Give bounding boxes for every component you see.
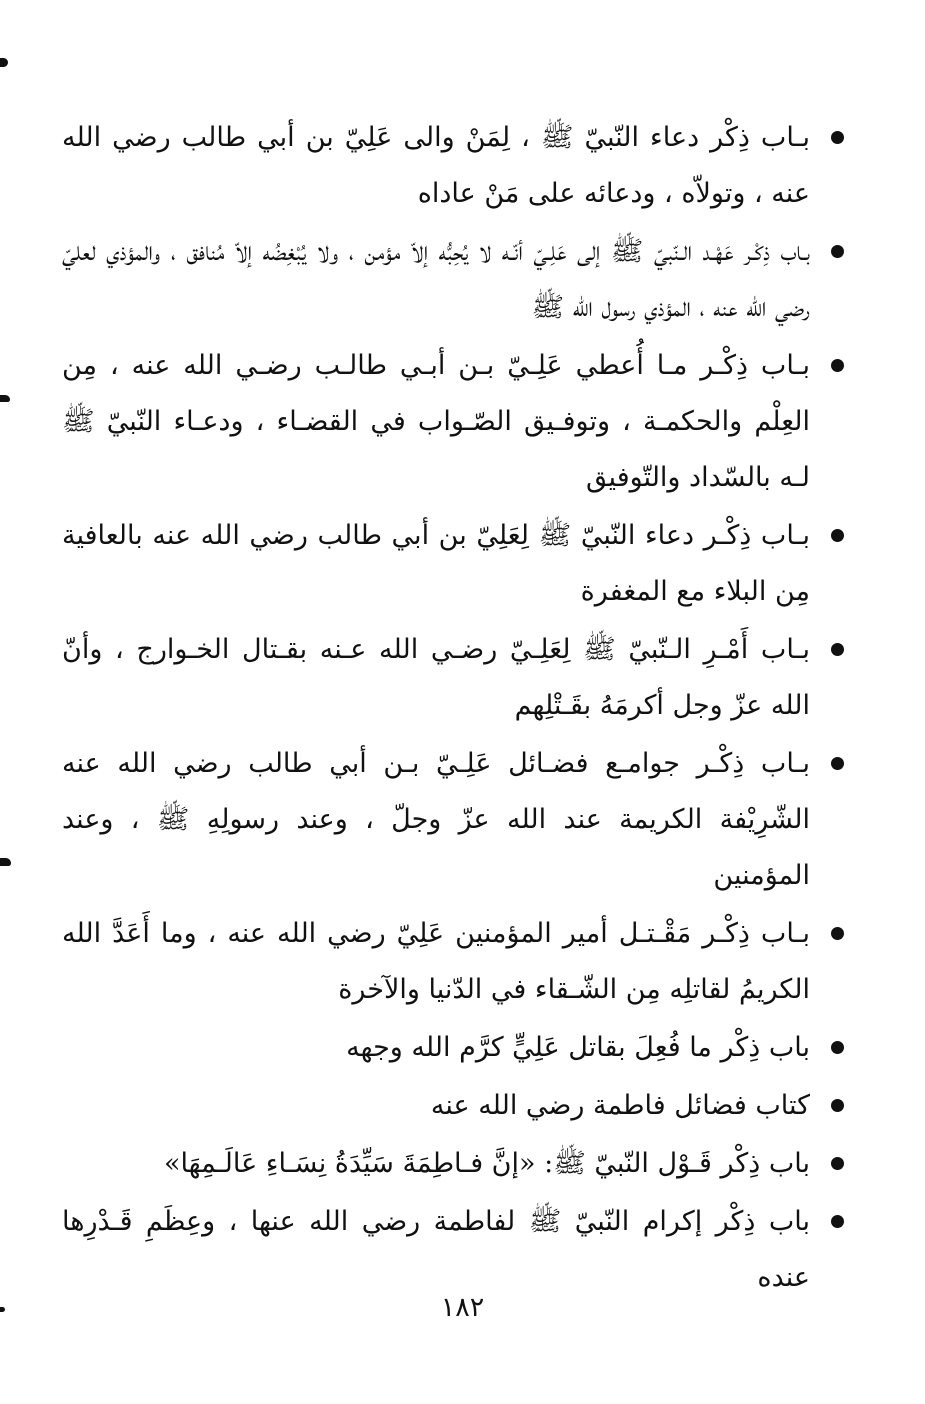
entry-text: باب ذِكْر إكرام النّبيّ ﷺ لفاطمة رضي الله عنها ، وعِظَمِ قَـدْرِها عنده: [62, 1206, 810, 1293]
entry-text: بـاب ذِكْـر عَهْـد الـنّبيّ ﷺ إلى عَلِـيّ أنّـه لا يُحِبُّه إلاّ مؤمن ، ولا يُبْغِضُه إلاّ مُنافق ، والمؤذي لعليّ رضي الله عنه ، المؤذي رسول الله ﷺ: [62, 236, 810, 323]
entry-text: بـاب ذِكْـر دعاء النّبيّ ﷺ لِعَلِيّ بن أبي طالب رضي الله عنه بالعافية مِن البلاء مع المغفرة: [62, 520, 810, 607]
table-of-contents-list: [62, 110, 862, 1308]
bullet-icon: [831, 1099, 844, 1112]
bullet-icon: [831, 131, 844, 144]
list-item: [62, 736, 862, 904]
bullet-icon: [831, 529, 844, 542]
scan-edge-mark: [0, 395, 10, 402]
list-item: [62, 338, 862, 506]
list-item: [62, 224, 862, 336]
bullet-icon: [831, 1041, 844, 1054]
list-item: [62, 1136, 862, 1192]
entry-text: بـاب ذِكْر دعاء النّبيّ ﷺ ، لِمَنْ والى عَلِيّ بن أبي طالب رضي الله عنه ، وتولاّه ، ودعائه على مَنْ عاداه: [62, 122, 810, 209]
entry-text: باب ذِكْر ما فُعِلَ بقاتل عَلِيٍّ كرَّم الله وجهه: [346, 1032, 810, 1063]
list-item: [62, 1194, 862, 1306]
entry-text: بـاب ذِكْـر جوامـع فضـائل عَلِـيّ بـن أبي طالب رضي الله عنه الشّرِيْفة الكريمة عند الله عزّ وجلّ ، وعند رسولِهِ ﷺ ، وعند المؤمنين: [62, 748, 810, 891]
bullet-icon: [831, 757, 844, 770]
bullet-icon: [831, 1215, 844, 1228]
entry-text: بـاب ذِكْـر مَقْـتـل أمير المؤمنين عَلِيّ رضي الله عنه ، وما أَعَدَّ الله الكريمُ لقاتلِه مِن الشّـقاء في الدّنيا والآخرة: [62, 918, 810, 1005]
bullet-icon: [831, 245, 844, 258]
list-item: [62, 906, 862, 1018]
entry-text: كتاب فضائل فاطمة رضي الله عنه: [430, 1090, 810, 1121]
scan-edge-mark: [0, 58, 8, 67]
list-item: [62, 1020, 862, 1076]
entry-text: بـاب ذِكْـر مـا أُعطي عَلِـيّ بـن أبـي طالـب رضـي الله عنه ، مِن العِلْم والحكمـة ، وتوفـيق الصّـواب في القضـاء ، ودعـاء النّبيّ ﷺ لـه بالسّداد والتّوفيق: [62, 350, 810, 493]
bullet-icon: [831, 1157, 844, 1170]
bullet-icon: [831, 359, 844, 372]
list-item: [62, 1078, 862, 1134]
list-item: [62, 508, 862, 620]
bullet-icon: [831, 927, 844, 940]
list-item: [62, 622, 862, 734]
entry-text: باب ذِكْر قَـوْل النّبيّ ﷺ: «إنَّ فـاطِمَةَ سَيِّدَةُ نِسَـاءِ عَالَـمِهَا»: [163, 1148, 810, 1179]
page-number: ١٨٢: [440, 1292, 485, 1323]
list-item: [62, 110, 862, 222]
bullet-icon: [831, 643, 844, 656]
scan-edge-mark: [0, 858, 11, 866]
entry-text: بـاب أَمْـرِ الـنّبيّ ﷺ لِعَلِـيّ رضـي الله عـنه بقـتال الخـوارج ، وأنّ الله عزّ وجل أكرمَهُ بقَـتْلِهم: [62, 634, 810, 721]
